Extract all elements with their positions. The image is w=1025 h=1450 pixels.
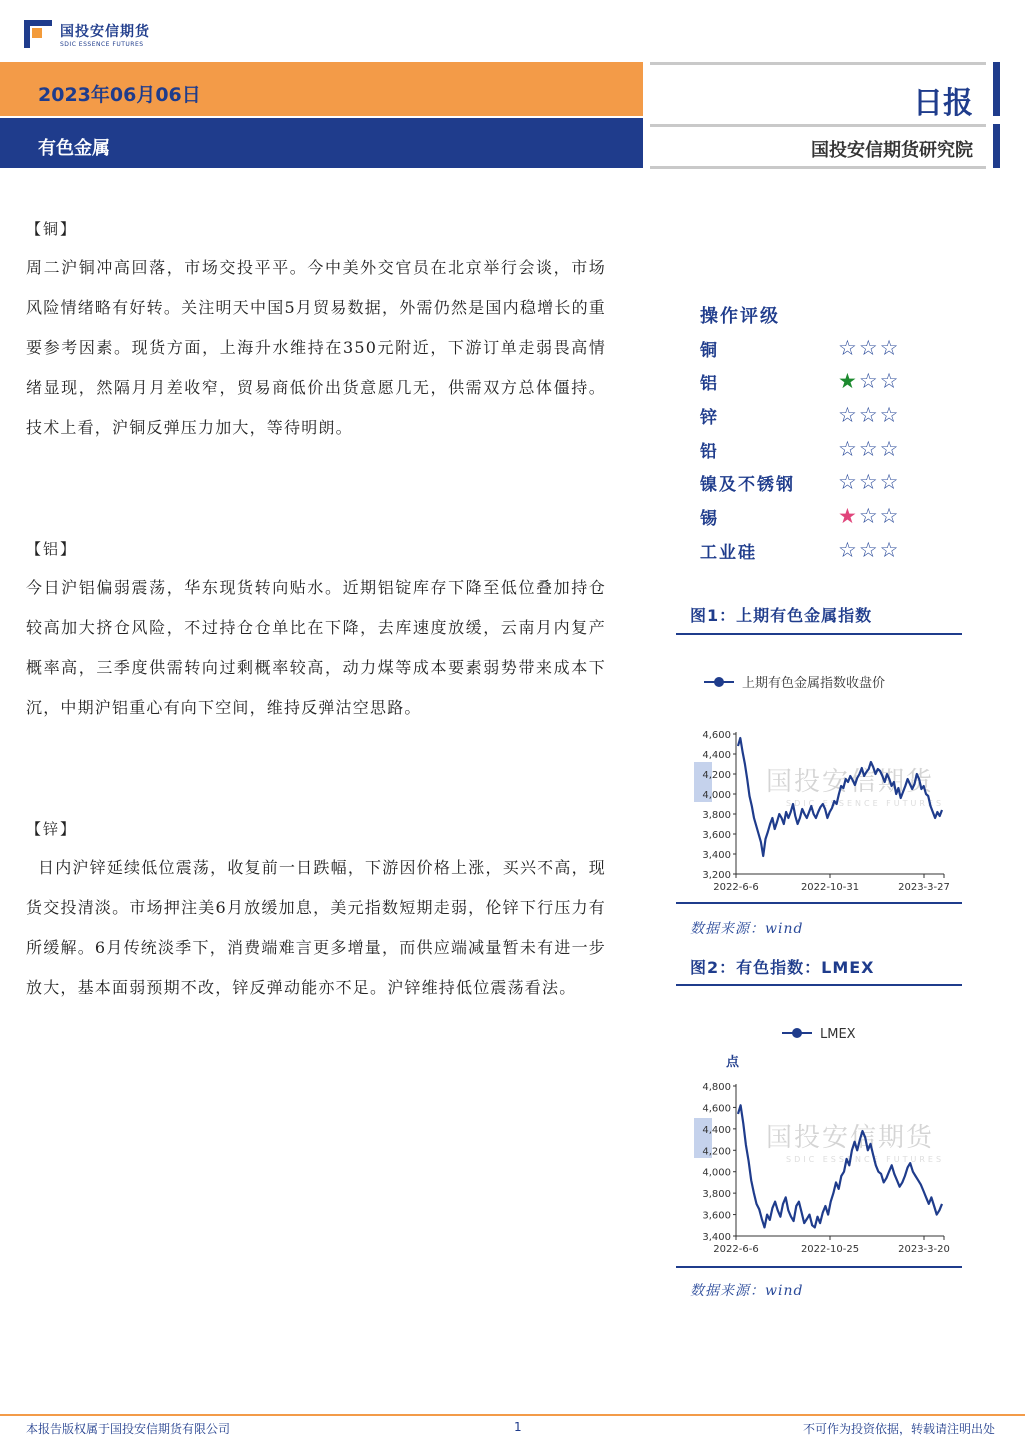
empty-star-icon: ☆ [858,335,878,360]
figure-2-bottom-rule [676,1266,962,1268]
section-body-aluminum: 今日沪铝偏弱震荡，华东现货转向贴水。近期铝锭库存下降至低位叠加持仓较高加大挤仓风险，不过持仓仓单比在下降，去库速度放缓，云南月内复产概率高，三季度供需转向过剩概率较高，动力煤等成本要素弱势带来成本下沉，中期沪铝重心有向下空间，维持反弹沽空思路。 [26,578,606,717]
empty-star-icon: ☆ [838,537,857,562]
logo-mark-icon [22,18,56,50]
institute-name: 国投安信期货研究院 [811,140,973,161]
series-line [738,738,945,856]
figure-1-source: 数据来源：wind [690,921,804,937]
rating-row [700,367,920,397]
header-divider [650,62,986,65]
empty-star-icon: ☆ [838,402,857,427]
empty-star-icon: ☆ [858,537,878,562]
rating-row [700,434,920,464]
empty-star-icon: ☆ [879,436,899,461]
y-tick-label: 3,400 [702,850,731,861]
empty-star-icon: ☆ [858,369,878,394]
footer-divider [0,1414,1025,1416]
footer-copyright: 本报告版权属于国投安信期货有限公司 [26,1422,231,1436]
y-tick-label: 4,600 [702,730,731,741]
rating-row [700,400,920,430]
section-title-copper: 【铜】 [26,220,78,238]
empty-star-icon: ☆ [858,436,878,461]
y-tick-label: 3,800 [702,1189,731,1201]
header-divider [650,166,986,169]
rating-stars [838,506,898,527]
rating-stars [838,537,899,562]
rating-stars [838,335,899,360]
legend-label: 上期有色金属指数收盘价 [742,676,886,691]
empty-star-icon: ☆ [858,470,878,495]
rating-row [700,333,920,363]
logo-name-en: SDIC ESSENCE FUTURES [60,40,144,48]
figure-2-source: 数据来源：wind [690,1283,804,1299]
y-tick-label: 3,600 [702,1210,731,1222]
report-type: 日报 [913,86,973,121]
section-title-aluminum: 【铝】 [26,540,78,558]
rating-name: 铝 [700,374,719,395]
figure-1-top-rule [676,633,962,635]
y-tick-label: 3,400 [702,1232,731,1243]
rating-name: 铅 [700,441,719,462]
y-tick-label: 4,200 [702,1146,731,1158]
x-tick-label: 2022-10-31 [800,882,860,893]
watermark-text: 国投安信期货 [766,1123,935,1153]
x-tick-label: 2023-3-27 [898,882,950,893]
empty-star-icon: ☆ [879,470,899,495]
x-tick-label: 2022-10-25 [800,1244,860,1255]
empty-star-icon: ☆ [838,470,857,495]
x-tick-label: 2023-3-20 [898,1244,950,1255]
logo-name: 国投安信期货 [60,23,150,40]
rating-name: 锡 [700,509,719,529]
y-tick-label: 4,800 [702,1082,731,1093]
ratings-title: 操作评级 [700,306,780,327]
y-tick-label: 4,600 [702,1103,731,1115]
rating-row [700,535,920,565]
x-tick-label: 2022-6-6 [713,882,759,893]
y-tick-label: 4,400 [702,750,731,761]
figure-2-top-rule [676,984,962,986]
figure-1-bottom-rule [676,902,962,904]
y-tick-label: 4,200 [702,770,731,781]
empty-star-icon: ☆ [879,504,899,528]
empty-star-icon: ☆ [879,537,899,562]
x-tick-label: 2022-6-6 [713,1244,759,1255]
empty-star-icon: ☆ [838,335,857,360]
empty-star-icon: ☆ [879,402,899,427]
y-axis-label: 点 [726,1055,740,1070]
y-tick-label: 4,400 [702,1124,731,1136]
rating-row [700,468,920,498]
legend-label: LMEX [820,1027,856,1042]
filled-star-icon: ★ [838,504,857,528]
y-tick-label: 4,000 [702,1167,731,1179]
rating-name: 铜 [700,340,719,361]
rating-stars [838,472,898,493]
legend-marker-icon [792,1028,802,1038]
company-logo [22,18,150,50]
page-number: 1 [514,1420,522,1434]
watermark-text: 国投安信期货 [766,767,935,797]
rating-stars [838,402,899,427]
report-date: 2023年06月06日 [38,84,201,106]
empty-star-icon: ☆ [858,504,878,528]
section-title-zinc: 【锌】 [26,820,78,838]
empty-star-icon: ☆ [879,369,899,394]
watermark-text-en: SDIC ESSENCE FUTURES [786,1155,945,1164]
y-tick-label: 3,800 [702,810,731,821]
filled-star-icon: ★ [838,369,857,394]
figure-1-title: 图1：上期有色金属指数 [690,606,873,625]
header-accent [993,124,1000,168]
section-body-copper: 周二沪铜冲高回落，市场交投平平。今中美外交官员在北京举行会谈，市场风险情绪略有好转。关注明天中国5月贸易数据，外需仍然是国内稳增长的重要参考因素。现货方面，上海升水维持在350元附近，下游订单走弱畏高情绪显现，然隔月月差收窄，贸易商低价出货意愿几无，供需双方总体僵持。技术上看，沪铜反弹压力加大，等待明朗。 [26,258,606,437]
header-divider [650,124,986,127]
section-body-zinc: 日内沪锌延续低位震荡，收复前一日跌幅，下游因价格上涨，买兴不高，现货交投清淡。市场押注美6月放缓加息，美元指数短期走弱，伦锌下行压力有所缓解。6月传统淡季下，消费端难言更多增量，而供应端减量暂未有进一步放大，基本面弱预期不改，锌反弹动能亦不足。沪锌维持低位震荡看法。 [26,858,606,997]
rating-name: 镍及不锈钢 [700,475,795,496]
rating-stars [838,436,899,461]
figure-1-chart [676,660,962,900]
header-accent [993,62,1000,116]
legend-marker-icon [714,677,724,687]
report-sector: 有色金属 [38,138,110,159]
rating-row [700,502,920,532]
figure-2-chart [676,1014,962,1264]
footer-disclaimer: 不可作为投资依据，转载请注明出处 [802,1422,995,1436]
figure-2-title: 图2：有色指数：LMEX [690,958,875,977]
rating-stars [838,371,898,392]
y-tick-label: 4,000 [702,790,731,801]
rating-name: 工业硅 [700,542,757,563]
empty-star-icon: ☆ [838,436,857,461]
empty-star-icon: ☆ [879,335,899,360]
empty-star-icon: ☆ [858,402,878,427]
y-tick-label: 3,600 [702,830,731,841]
rating-name: 锌 [700,407,719,428]
watermark-text-en: SDIC ESSENCE FUTURES [786,799,945,808]
y-tick-label: 3,200 [702,870,731,881]
